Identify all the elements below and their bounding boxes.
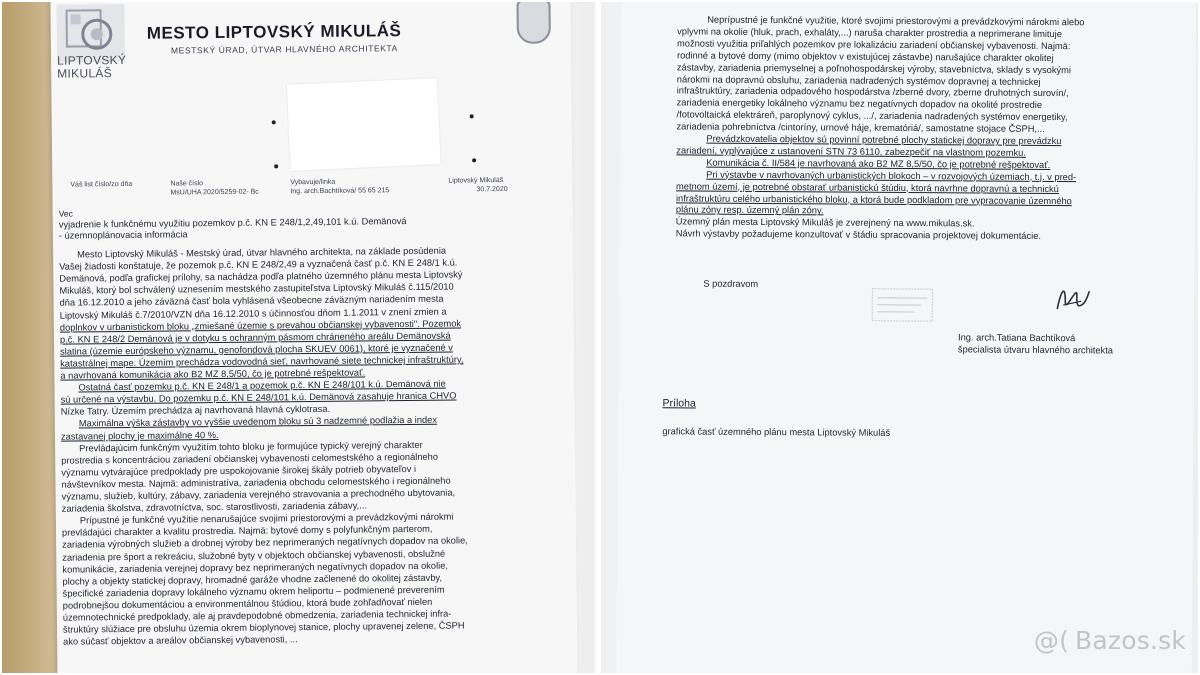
signature-icon — [1051, 279, 1091, 324]
body-line: prevládajúci charakter a kvalitu prostredia. Najmä: bytové domy s polyfunkčným parterom, — [61, 524, 433, 538]
body-line: Nízke Tatry. Územím prechádza aj navrhovaná hlavná cyklotrasa. — [60, 404, 331, 417]
body-line: prostredia s koncentráciou zariadení občianskej vybavenosti celomestského a regionálneho — [61, 451, 439, 466]
body-line: infraštruktúru celého urbanistického bloku, a ktorá bude podkladom pre vypracovanie územného — [675, 192, 1072, 206]
attachment-label: Príloha — [662, 397, 696, 410]
body-line: Prípustné je funkčné využitie nenarušajúce svojimi priestorovými a prevádzkovými nárokmi — [79, 511, 454, 526]
punch-hole-icon — [272, 120, 276, 124]
body-line: zariadenia školstva, zdravotníctva, soc. starostlivosti, zariadenia zábavy,... — [61, 500, 368, 514]
body-line: Prevádzkovatelia objektov sú povinní potrebné plochy statickej dopravy pre prevádzku — [706, 133, 1062, 147]
coat-of-arms-icon — [516, 2, 550, 44]
body-line: Prevládajúcim funkčným využitím tohto bloku je formujúce typický verejný charakter — [79, 439, 423, 454]
body-line: zariadenia energetiky lokálneho významu bez negatívnych dopadov na okolité prostredie — [676, 97, 1043, 111]
body-line: Ostatná časť pozemku p.č. KN E 248/1 a pozemok p.č. KN E 248/101 k.ú. Demänová nie — [78, 378, 446, 393]
body-line: Mesto Liptovský Mikuláš - Mestský úrad, útvar hlavného architekta, na základe posúdenia — [77, 245, 447, 260]
body-line: zariadení, vyplývajúce z ustanovení STN 73 6110, zabezpečiť na vlastnom pozemku. — [676, 145, 1026, 158]
meta-your-letter: Váš list číslo/zo dňa — [70, 180, 133, 189]
body-line: plánu zóny resp. územný plán zóny. — [675, 204, 824, 216]
body-line: doplnkov v urbanistickom bloku „zmiešané územie s prevahou občianskej vybavenosti". Pozemok — [59, 318, 462, 333]
subject-line: vyjadrenie k funkčnému využitiu pozemkov p.č. KN E 248/1,2,49,101 k.ú. Demänová — [58, 216, 407, 230]
watermark: @( Bazos.sk — [1033, 626, 1186, 655]
body-line: podrobnejšou dokumentáciou a environmentálnou štúdiou, ktorá bude zohľadňovať nielen — [62, 596, 433, 611]
body-line: špecifické zariadenia dopravy lokálneho významu okrem heliportu – podmienené preverením — [62, 584, 445, 599]
body-line: vplyvmi na okolie (hluk, prach, exhaláty,...) naruša charakter prostredia a neprimerane limituje — [677, 26, 1062, 39]
body-line: Neprípustné je funkčné využitie, ktoré svojimi priestorovými a prevádzkovými nárokmi alebo — [707, 14, 1085, 28]
body-line: zástavby, zariadenia priemyselnej a poľnohospodárskej výroby, stavebníctva, sklady s vysokými — [676, 61, 1071, 75]
document-subtitle: MESTSKÝ ÚRAD, ÚTVAR HLAVNÉHO ARCHITEKTA — [170, 43, 398, 56]
body-line: /fotovoltaická elektráreň, paroplynový cyklus, .../, zariadenia nadradených systémov energetiky, — [676, 109, 1068, 123]
body-line: Územný plán mesta Liptovský Mikuláš je zverejnený na www.mikulas.sk. — [675, 216, 975, 229]
body-line: dňa 16.12.2010 a jeho záväzná časť bola vyhlásená všeobecne záväzným nariadením mesta — [59, 294, 444, 309]
left-page-photo — [2, 2, 595, 673]
signer-role: špecialista útvaru hlavného architekta — [957, 344, 1114, 356]
meta-our-number: Naše číslo MsU/UHA 2020/5259-02- Bc — [170, 180, 259, 197]
body-line: nárokmi na dopravnú obsluhu, zariadenia nadradených systémov dopravnej a technickej — [676, 73, 1041, 87]
meta-handled-by: Vybavuje/linka Ing. arch.Bachtíková/ 55 65 215 — [290, 178, 390, 196]
redacted-address-patch — [287, 78, 441, 171]
body-line: významu vytvárajúce predpoklady pre uspokojovanie širokej škály potrieb obyvateľov i — [61, 463, 417, 478]
body-line: rodinné a bytové domy (mimo objektov v existujúcej zástavbe) narušajúce charakter okolitej — [676, 50, 1054, 63]
body-line: významu, služieb, kultúry, zábavy, zariadenia verejného stravovania a prechodného ubytovania, — [61, 487, 456, 502]
faded-stamp — [871, 288, 933, 322]
body-line: zariadenia pre šport a rekreáciu, služobné byty v objektoch občianskej vybavenosti, obslužné — [62, 548, 446, 563]
body-line: Vašej žiadosti konštatuje, že pozemok p.č. KN E 248/2,49 a vyznačená časť p.č. KN E 248/1 k.ú. — [59, 257, 458, 272]
greeting: S pozdravom — [703, 278, 759, 289]
punch-hole-icon — [274, 164, 278, 168]
logo-wordmark: LIPTOVSKÝ MIKULÁŠ — [56, 52, 127, 81]
body-line: Komunikácia č. II/584 je navrhovaná ako B2 MZ 8,5/50, čo je potrebné rešpektovať. — [706, 157, 1051, 170]
body-line: p.č. KN E 248/2 Demänová je v dotyku s ochranným pásmom chráneného areálu Demänovská — [59, 330, 451, 345]
document-sheet-left — [50, 2, 577, 673]
body-line: infraštruktúry, zariadenia odpadového hospodárstva /zberné dvory, zberne druhotných surovín/, — [676, 85, 1069, 99]
subject-line: - územnoplánovacia informácia — [58, 229, 188, 241]
meta-place-date: Liptovský Mikuláš 30.7.2020 — [448, 177, 508, 194]
body-line: zariadenia výrobných služieb a drobnej výroby bez neprimeraných negatívnych dopadov na okolie, — [62, 535, 468, 551]
body-line: katastrálnej mape. Územím prechádza vodovodná sieť, navrhované siete technickej infraštruktúry, — [60, 354, 464, 369]
body-line: slatina (územie európskeho významu, genofondová plocha SKUEV 0061), ktoré je vyznačené v — [60, 342, 453, 357]
body-line: návštevníkov mesta. Najmä: administratíva, zariadenia obchodu celomestského i regionálneho — [61, 475, 451, 490]
attachment-text: grafická časť územného plánu mesta Liptovský Mikuláš — [662, 426, 891, 438]
body-line: Liptovský Mikuláš č.7/2010/VZN dňa 16.12.2010 s účinnosťou dňom 1.1.2011 v znení zmien a — [59, 306, 447, 321]
body-line: metnom území, je potrebné obstarať urbanistickú štúdiu, ktorá navrhne dopravnú a technickú — [676, 180, 1059, 194]
body-line: možnosti využitia priľahlých pozemkov pre lokalizáciu zariadení občianskej vybavenosti. Najmä: — [677, 38, 1071, 51]
body-line: Mikuláš, ktorý bol schválený uznesením mestského zastupiteľstva Liptovský Mikuláš č.115/2010 — [59, 281, 454, 296]
punch-hole-icon — [470, 114, 474, 118]
body-line: plochy a objekty statickej dopravy, hromadné garáže vhodne začlenené do okolitej zástavby, — [62, 572, 443, 587]
right-page-photo — [601, 2, 1198, 673]
body-line: územnotechnické predpoklady, ale aj pravdepodobné obmedzenia, zariadenia technickej infra- — [62, 608, 452, 623]
body-line: komunikácie, zariadenia verejnej dopravy bez neprimeraných negatívnych dopadov na okolie, — [62, 560, 448, 575]
bazos-logo-icon: @( — [1033, 626, 1070, 655]
body-line: Pri výstavbe v navrhovaných urbanistických blokoch – v rozvojových územiach, t.j. v pred- — [706, 169, 1077, 182]
body-line: zastavanej plochy je maximálne 40 %. — [60, 429, 219, 442]
punch-hole-icon — [472, 158, 476, 162]
body-line: Demänová, podľa grafickej prílohy, sa nachádza podľa platného územného plánu mesta Liptovský — [59, 269, 463, 284]
body-line: ako súčasť objektov a areálov občianskej vybavenosti, ... — [63, 634, 298, 647]
body-line: zariadenia pohrebníctva /cintoríny, urnové háje, krematóriá/, samostatne stojace ČSPH,... — [676, 121, 1045, 135]
document-title: MESTO LIPTOVSKÝ MIKULÁŠ — [146, 21, 402, 43]
document-sheet-right — [617, 2, 1197, 673]
subject-label: Vec — [58, 208, 73, 219]
body-line: Maximálna výška zástavby vo vyššie uvedenom bloku sú 3 nadzemné podlažia a index — [78, 415, 438, 429]
body-line: sú určené na výstavbu. Do pozemku p.č. KN E 248/101 k.ú. Demänová zasahuje hranica CHVO — [60, 390, 457, 405]
body-line: a navrhovaná komunikácia ako B2 MZ 8,5/50, čo je potrebné rešpektovať. — [60, 367, 366, 381]
body-line: Návrh výstavby požadujeme konzultovať v štádiu spracovania projektovej dokumentácie. — [675, 228, 1042, 242]
body-line: štruktúry slúžiace pre obsluhu územia okrem bioplynovej stanice, plochy upravenej zelene, ČSPH — [62, 620, 465, 635]
signer-name: Ing. arch.Tatiana Bachtíková — [957, 332, 1076, 344]
